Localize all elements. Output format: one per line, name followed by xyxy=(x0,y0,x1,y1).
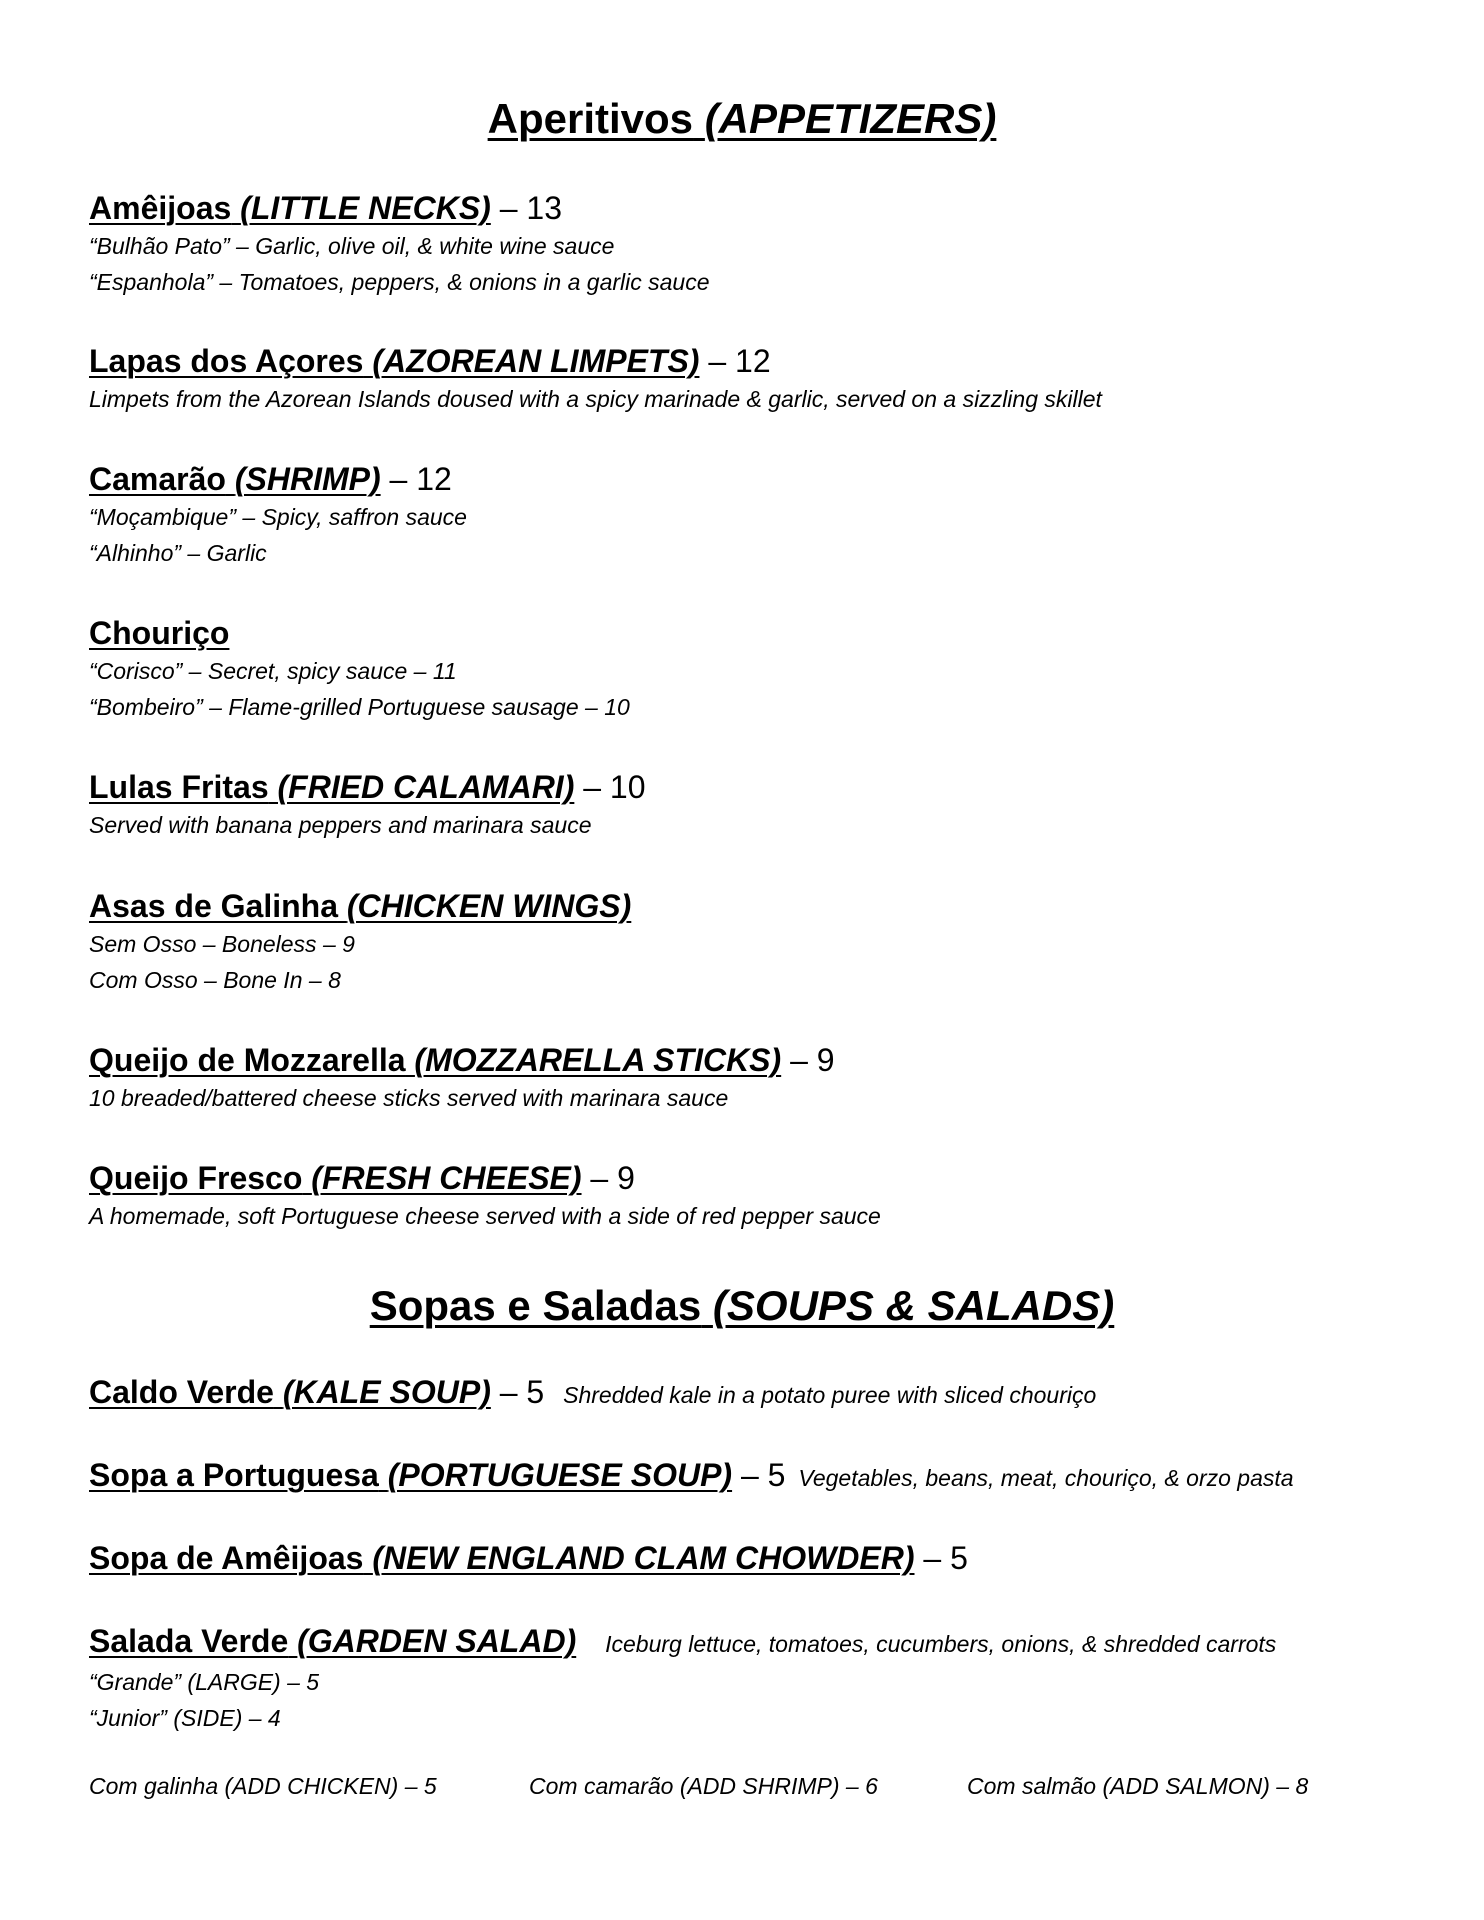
item-desc-line: “Grande” (LARGE) – 5 xyxy=(89,1669,320,1695)
item-price: – 13 xyxy=(499,190,562,226)
item-price: – 5 xyxy=(923,1540,968,1576)
item-name: Caldo Verde (KALE SOUP) xyxy=(89,1374,491,1410)
item-desc-line: Served with banana peppers and marinara sauce xyxy=(89,812,592,838)
appetizers-title xyxy=(0,96,1484,142)
item-name: Sopa de Amêijoas (NEW ENGLAND CLAM CHOWDER) xyxy=(89,1540,915,1576)
menu-item-caldo-verde xyxy=(89,1372,1429,1415)
item-desc-line: “Bombeiro” – Flame-grilled Portuguese sausage – 10 xyxy=(89,694,630,720)
item-name: Sopa a Portuguesa (PORTUGUESE SOUP) xyxy=(89,1457,733,1493)
item-name: Amêijoas (LITTLE NECKS) xyxy=(89,190,491,226)
item-desc-line: “Bulhão Pato” – Garlic, olive oil, & white wine sauce xyxy=(89,233,615,259)
item-name: Camarão (SHRIMP) xyxy=(89,461,381,497)
item-name: Chouriço xyxy=(89,615,230,651)
item-desc-line: “Junior” (SIDE) – 4 xyxy=(89,1705,281,1731)
item-price: – 12 xyxy=(389,461,452,497)
item-name: Lapas dos Açores (AZOREAN LIMPETS) xyxy=(89,343,700,379)
item-price: – 12 xyxy=(708,343,771,379)
item-price: – 5 xyxy=(499,1374,545,1410)
menu-item-asas xyxy=(89,886,1429,998)
item-name: Queijo Fresco (FRESH CHEESE) xyxy=(89,1160,582,1196)
item-name: Lulas Fritas (FRIED CALAMARI) xyxy=(89,769,575,805)
item-inline-desc: Shredded kale in a potato puree with sliced chouriço xyxy=(563,1382,1097,1408)
salad-addons xyxy=(89,1768,1308,1804)
item-name: Salada Verde (GARDEN SALAD) xyxy=(89,1623,577,1659)
addon-salmon: Com salmão (ADD SALMON) – 8 xyxy=(967,1773,1309,1799)
menu-item-lapas xyxy=(89,341,1429,417)
item-desc-line: A homemade, soft Portuguese cheese served with a side of red pepper sauce xyxy=(89,1203,881,1229)
addon-chicken: Com galinha (ADD CHICKEN) – 5 xyxy=(89,1773,437,1799)
menu-item-camarao xyxy=(89,459,1429,571)
item-desc-line: Com Osso – Bone In – 8 xyxy=(89,967,341,993)
item-inline-desc: Vegetables, beans, meat, chouriço, & orzo pasta xyxy=(798,1465,1294,1491)
item-price: – 5 xyxy=(740,1457,786,1493)
item-desc-line: Sem Osso – Boneless – 9 xyxy=(89,931,355,957)
addon-shrimp: Com camarão (ADD SHRIMP) – 6 xyxy=(529,1773,878,1799)
item-name: Asas de Galinha (CHICKEN WINGS) xyxy=(89,888,632,924)
item-price: – 9 xyxy=(790,1042,835,1078)
soups-title-pt: Sopas e Saladas xyxy=(369,1282,702,1329)
menu-item-queijo-fresco xyxy=(89,1158,1429,1234)
menu-item-lulas xyxy=(89,767,1429,843)
appetizers-title-en: (APPETIZERS) xyxy=(704,95,997,142)
item-desc-line: 10 breaded/battered cheese sticks served with marinara sauce xyxy=(89,1085,729,1111)
item-desc-line: “Corisco” – Secret, spicy sauce – 11 xyxy=(89,658,457,684)
item-desc-line: “Espanhola” – Tomatoes, peppers, & onions in a garlic sauce xyxy=(89,269,710,295)
item-price: – 10 xyxy=(583,769,646,805)
item-desc-line: “Moçambique” – Spicy, saffron sauce xyxy=(89,504,467,530)
menu-item-mozzarella xyxy=(89,1040,1429,1116)
soups-title-en: (SOUPS & SALADS) xyxy=(712,1282,1115,1329)
menu-item-salada-verde xyxy=(89,1621,1429,1736)
menu-item-ameijoas xyxy=(89,188,1429,300)
item-price: – 9 xyxy=(590,1160,635,1196)
item-desc-line: “Alhinho” – Garlic xyxy=(89,540,267,566)
soups-title xyxy=(0,1283,1484,1329)
item-name: Queijo de Mozzarella (MOZZARELLA STICKS) xyxy=(89,1042,782,1078)
menu-item-sopa-ameijoas xyxy=(89,1538,1429,1578)
menu-item-sopa-portuguesa xyxy=(89,1455,1429,1498)
item-inline-desc: Iceburg lettuce, tomatoes, cucumbers, onions, & shredded carrots xyxy=(605,1631,1277,1657)
item-desc-line: Limpets from the Azorean Islands doused with a spicy marinade & garlic, served on a sizzling skillet xyxy=(89,386,1102,412)
menu-item-chourico xyxy=(89,613,1429,725)
appetizers-title-pt: Aperitivos xyxy=(487,95,694,142)
